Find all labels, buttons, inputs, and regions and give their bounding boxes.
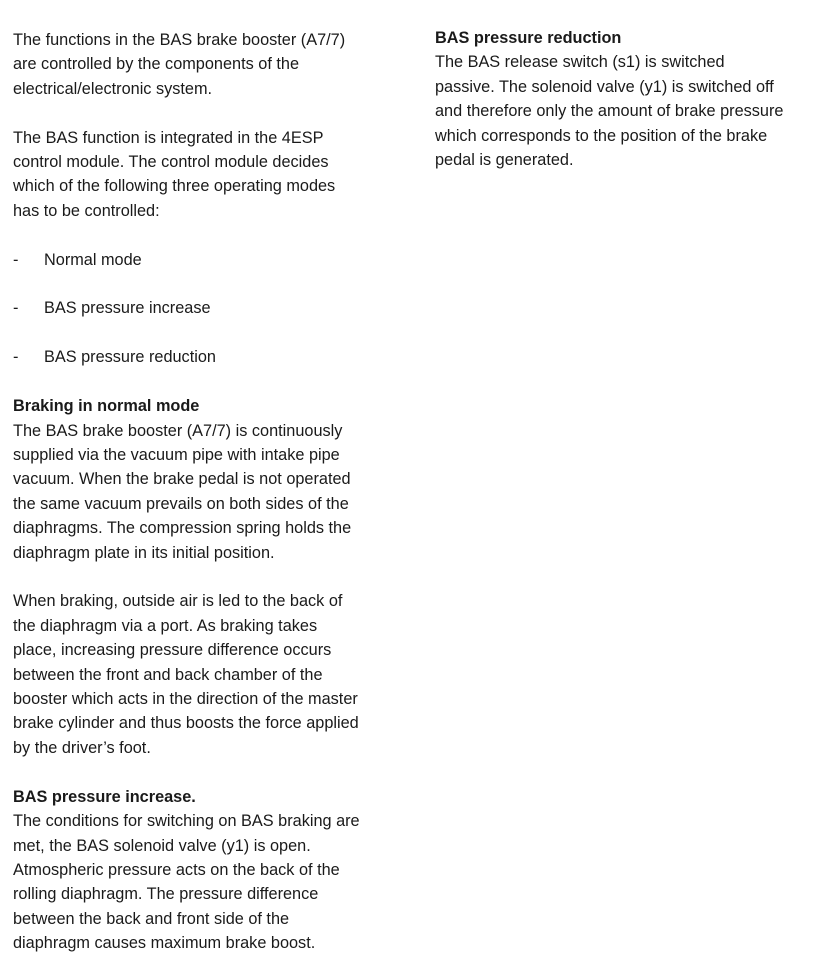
pressure-increase-heading: BAS pressure increase. (13, 787, 196, 806)
operating-modes-list (13, 248, 408, 370)
pressure-increase-paragraph: The conditions for switching on BAS braking are met, the BAS solenoid valve (y1) is open. Atmospheric pressure acts on the back of the rolling diaphragm. The pressure difference between the back and front side of the diaphragm causes maximum brake boost. (13, 812, 360, 953)
intro-paragraph-1: The functions in the BAS brake booster (A7/7) are controlled by the components of the electrical/electronic system. (13, 31, 346, 98)
list-item (13, 345, 408, 369)
list-item-label: BAS pressure reduction (44, 348, 216, 367)
list-dash: - (13, 250, 19, 269)
list-dash: - (13, 299, 19, 318)
normal-mode-paragraph-2: When braking, outside air is led to the back of the diaphragm via a port. As braking takes place, increasing pressure difference occurs between the front and back chamber of the booster which acts in the direction of the master brake cylinder and thus boosts the force applied by the driver’s foot. (13, 592, 359, 757)
list-item (13, 248, 408, 272)
left-column (13, 28, 408, 956)
pressure-reduction-paragraph: The BAS release switch (s1) is switched passive. The solenoid valve (y1) is switched off and therefore only the amount of brake pressure which corresponds to the position of the brake pedal is generated. (435, 53, 784, 170)
intro-paragraph-2: The BAS function is integrated in the 4ESP control module. The control module decides which of the following three operating modes has to be controlled: (13, 128, 336, 220)
normal-mode-heading: Braking in normal mode (13, 397, 200, 416)
pressure-reduction-heading: BAS pressure reduction (435, 29, 622, 47)
list-dash: - (13, 348, 19, 367)
list-item (13, 296, 408, 320)
list-item-label: Normal mode (44, 250, 142, 269)
right-column (435, 26, 827, 172)
normal-mode-paragraph-1: The BAS brake booster (A7/7) is continuously supplied via the vacuum pipe with intake pipe vacuum. When the brake pedal is not operated the same vacuum prevails on both sides of the diaphragms. The compression spring holds the diaphragm plate in its initial position. (13, 421, 352, 562)
list-item-label: BAS pressure increase (44, 299, 211, 318)
